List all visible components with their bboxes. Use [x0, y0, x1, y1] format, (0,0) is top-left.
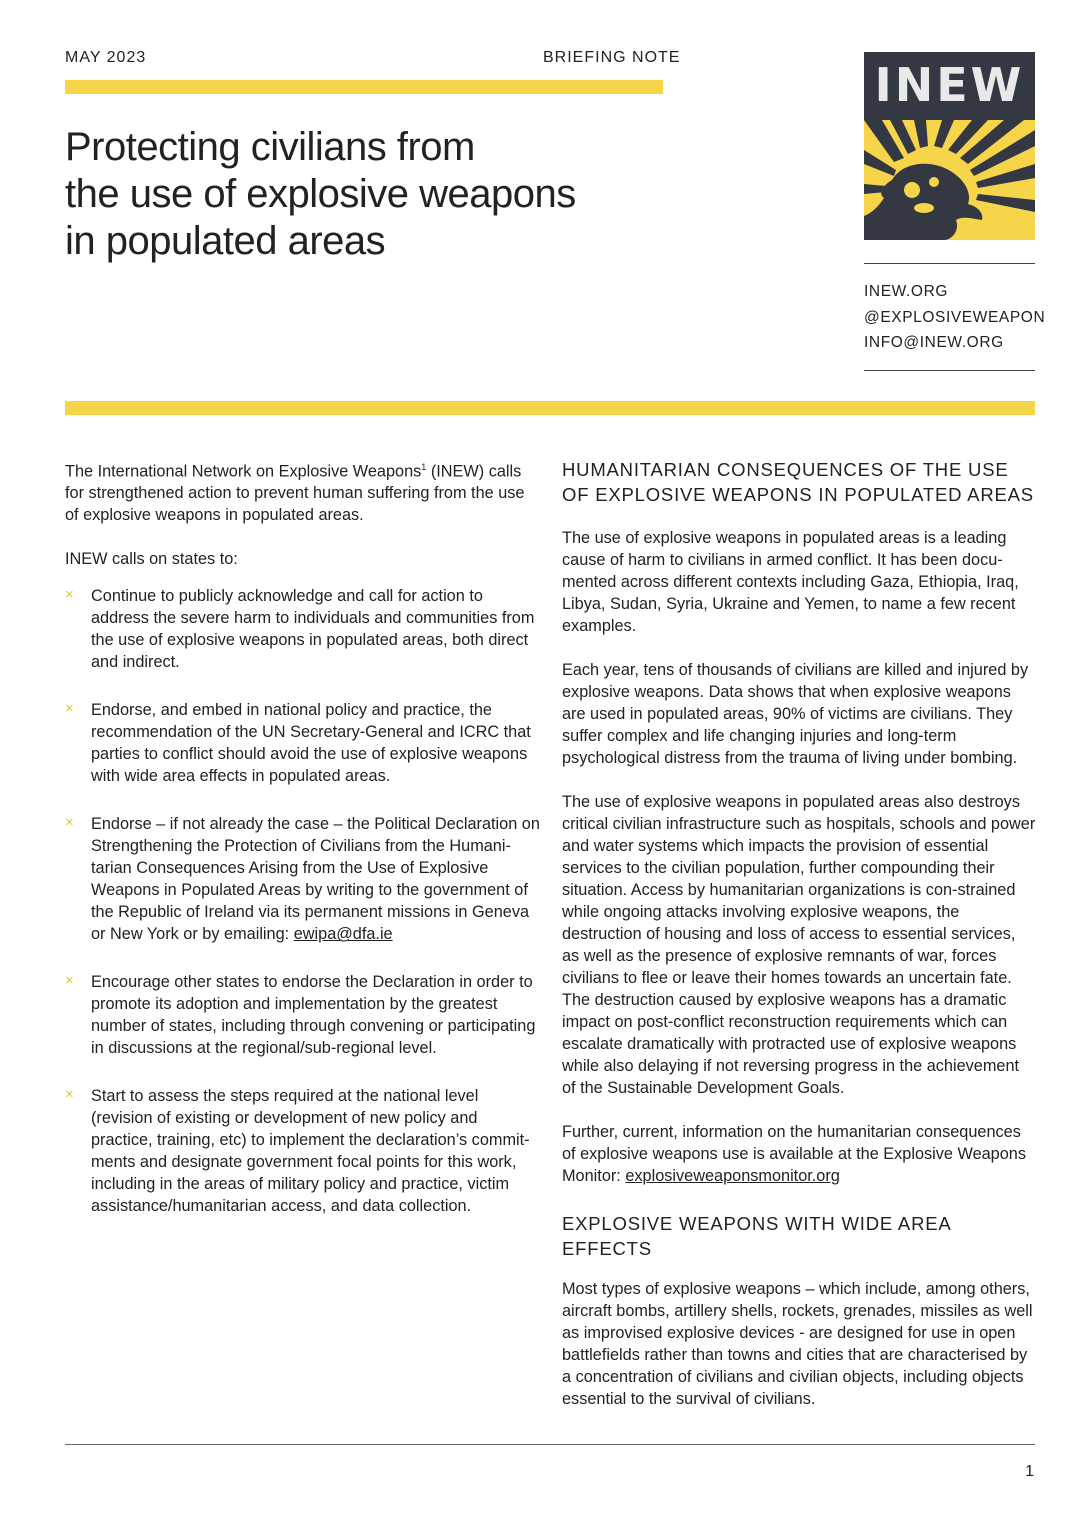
- paragraph: The use of explosive weapons in populated areas also destroys critical civilian infrastructure such as hospitals, schools and power and water systems which impacts the provision of essential services to the civilian population, further compounding their situation. Access by humanitarian organizations is con-strained while ongoing attacks involving explosive weapons, the destruction of housing and loss of access to essential services, as well as the presence of explosive remnants of war, forces civilians to flee or leave their homes towards an uncertain fate. The destruction caused by explosive weapons has a dramatic impact on post-conflict reconstruction requirements which can escalate dramatically with protracted use of explosive weapons while also delaying if not reversing progress in the achievement of the Sustainable Development Goals.: [562, 793, 1036, 1097]
- list-item-text: Endorse – if not already the case – the Political Declaration on Strengthening the Protection of Civilians from the Humani-tarian Consequences Arising from the Use of Explosive Weapons in Populated Areas by writing to the government of the Republic of Ireland via its permanent missions in Geneva or New York or by emailing:: [91, 815, 540, 944]
- bullet-x-icon: ×: [65, 586, 74, 604]
- section-accent-bar: [65, 401, 1035, 415]
- monitor-link[interactable]: explosiveweaponsmonitor.org: [625, 1167, 840, 1185]
- list-item-text: Endorse, and embed in national policy and practice, the recommendation of the UN Secretary-General and ICRC that parties to conflict should avoid the use of explosive weapons with wide area effects in populated areas.: [91, 701, 531, 786]
- intro-paragraph: [65, 456, 541, 526]
- list-item: [65, 585, 541, 673]
- list-item: [65, 699, 541, 787]
- bullet-x-icon: ×: [65, 814, 74, 832]
- list-item-text: Continue to publicly acknowledge and call for action to address the severe harm to individuals and communities from the use of explosive weapons in populated areas, both direct and indirect.: [91, 587, 535, 672]
- logo-wordmark: INEW: [874, 58, 1025, 112]
- list-item: [65, 1085, 541, 1217]
- document-type-label: BRIEFING NOTE: [543, 49, 681, 66]
- bullet-x-icon: ×: [65, 972, 74, 990]
- list-item: [65, 813, 541, 945]
- list-item-text: Encourage other states to endorse the Declaration in order to promote its adoption and implementation by the greatest number of states, including through convening or participating in discussions at the regional/sub-regional level.: [91, 973, 536, 1058]
- title-line: the use of explosive weapons: [65, 172, 576, 216]
- paragraph: Most types of explosive weapons – which include, among others, aircraft bombs, artillery shells, rockets, grenades, missiles as well as improvised explosive devices - are designed for use in open battlefields rather than towns and cities that are characterised by a concentration of civilians and civilian objects, including objects essential to the survival of civilians.: [562, 1280, 1033, 1408]
- bullet-x-icon: ×: [65, 1086, 74, 1104]
- email-ewipa-link[interactable]: ewipa@dfa.ie: [293, 925, 393, 944]
- list-item-text: Start to assess the steps required at the national level (revision of existing or development of new policy and practice, training, etc) to implement the declaration’s commit-ments and designate government focal points for this work, including in the areas of military policy and practice, victim assistance/humanitarian access, and data collection.: [91, 1087, 530, 1216]
- page-number: 1: [1025, 1463, 1034, 1480]
- title-line: Protecting civilians from: [65, 125, 475, 169]
- email-link[interactable]: INFO@INEW.ORG: [864, 334, 1004, 351]
- contact-block: [864, 279, 1045, 356]
- title-line: in populated areas: [65, 219, 386, 263]
- left-column: [65, 456, 541, 1217]
- bullet-x-icon: ×: [65, 700, 74, 718]
- list-item: [65, 971, 541, 1059]
- calls-intro: INEW calls on states to:: [65, 550, 238, 569]
- website-link[interactable]: INEW.ORG: [864, 283, 949, 300]
- section-heading-wide-area: EXPLOSIVE WEAPONS WITH WIDE AREA EFFECTS: [562, 1213, 951, 1259]
- section-heading-humanitarian: HUMANITARIAN CONSEQUENCES OF THE USE OF EXPLOSIVE WEAPONS IN POPULATED AREAS: [562, 459, 1034, 505]
- date-label: MAY 2023: [65, 49, 147, 66]
- footnote-marker[interactable]: 1: [421, 462, 427, 472]
- contact-top-rule: [864, 263, 1035, 264]
- intro-text-cont: (INEW) calls for strengthened action to prevent human suffering from the use of explosive weapons in populated areas.: [65, 462, 525, 525]
- intro-text: The International Network on Explosive Weapons: [65, 462, 422, 481]
- social-handle[interactable]: @EXPLOSIVEWEAPON: [864, 308, 1046, 326]
- paragraph-text: Further, current, information on the humanitarian consequences of explosive weapons use is available at the Explosive Weapons Monitor:: [562, 1123, 1026, 1185]
- paragraph: [562, 1121, 1036, 1187]
- contact-bottom-rule: [864, 370, 1035, 371]
- page-title: [65, 124, 665, 265]
- inew-logo: [864, 52, 1035, 240]
- paragraph: The use of explosive weapons in populated areas is a leading cause of harm to civilians in armed conflict. It has been docu-mented across different contexts including Gaza, Ethiopia, Iraq, Libya, Sudan, Syria, Ukraine and Yemen, to name a few recent examples.: [562, 529, 1019, 635]
- explosion-logo-icon: [864, 120, 1035, 240]
- paragraph: Each year, tens of thousands of civilians are killed and injured by explosive weapons. Data shows that when explosive weapons are used in populated areas, 90% of victims are civilians. They suffer complex and life changing injuries and long-term psychological distress from the trauma of living under bombing.: [562, 661, 1029, 767]
- right-column: [562, 457, 1036, 1410]
- footer-rule: [65, 1444, 1035, 1445]
- header-accent-bar: [65, 80, 663, 94]
